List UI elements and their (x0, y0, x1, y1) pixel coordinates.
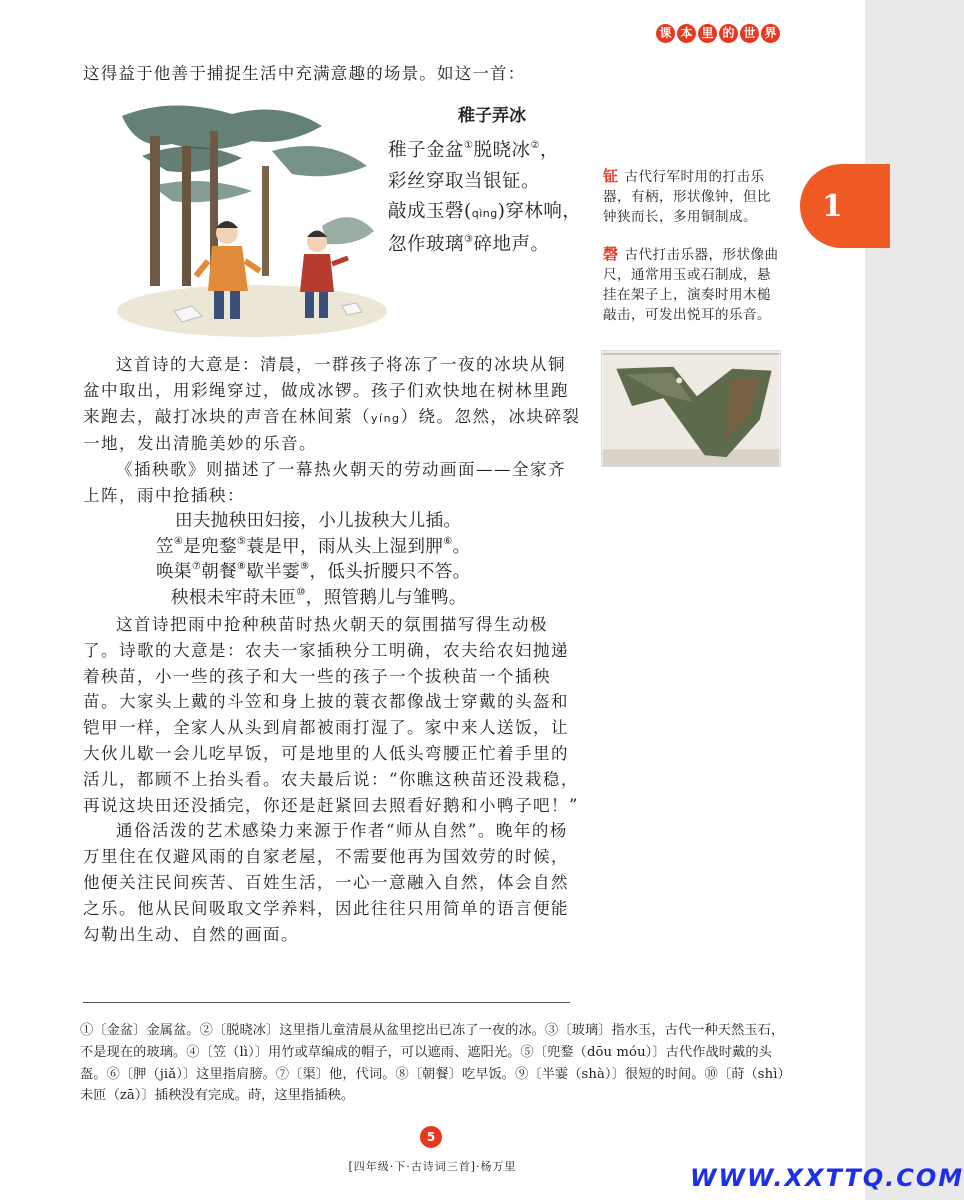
poem-line: 笠④是兜鍪⑤蓑是甲，雨从头上湿到胛⑥。 (156, 535, 471, 557)
running-footer: [四年级·下·古诗词三首]·杨万里 (348, 1160, 517, 1173)
footnotes: ①〔金盆〕金属盆。②〔脱晓冰〕这里指儿童清晨从盆里挖出已冻了一夜的冰。③〔玻璃〕指水玉，古代一种天然玉石，不是现在的玻璃。④〔笠（lì）〕用竹或草编成的帽子，可以遮雨、遮阳光。⑤〔兜鍪（dōu móu）〕古代作战时戴的头盔。⑥〔胛（jiǎ）〕这里指肩膀。⑦〔渠〕他，代词。⑧〔朝餐〕吃早饭。⑨〔半霎（shà）〕很短的时间。⑩〔莳（shì）未匝（zā）〕插秧没有完成。莳，这里指插秧。 (80, 1023, 785, 1104)
site-watermark: WWW.XXTTQ.COM (690, 1164, 964, 1192)
header-char: 本 (677, 24, 696, 43)
poem-line: 唤渠⑦朝餐⑧歇半霎⑨，低头折腰只不答。 (156, 561, 471, 583)
section-header-badge (656, 24, 780, 43)
poem-line: 稚子金盆①脱晓冰②， (388, 140, 559, 161)
poem-line: 彩丝穿取当银钲。 (388, 170, 541, 192)
side-note-term: 磬 (603, 245, 619, 263)
page-number: 5 (420, 1126, 442, 1148)
header-char: 里 (698, 24, 717, 43)
poem-zhizi-nongbing (388, 101, 588, 260)
header-char: 界 (761, 24, 780, 43)
chapter-tab: 1 (800, 164, 890, 248)
footnote-divider (83, 1002, 570, 1003)
header-char: 世 (740, 24, 759, 43)
intro-line: 这得益于他善于捕捉生活中充满意趣的场景。如这一首： (83, 64, 526, 83)
poem-title: 稚子弄冰 (458, 106, 526, 126)
stone-chime-photo (601, 350, 781, 467)
side-note-zheng (603, 166, 783, 227)
paragraph: 这首诗把雨中抢种秧苗时热火朝天的氛围描写得生动极了。诗歌的大意是：农夫一家插秧分工明确，农夫给农妇抛递着秧苗，小一些的孩子和大一些的孩子一个拔秧苗一个插秧苗。大家头上戴的斗笠和身上披的蓑衣都像战士穿戴的头盔和铠甲一样，全家人从头到肩都被雨打湿了。家中来人送饭，让大伙儿歇一会儿吃早饭，可是地里的人低头弯腰正忙着手里的活儿，都顾不上抬头看。农夫最后说：“你瞧这秧苗还没栽稳，再说这块田还没插完，你还是赶紧回去照看好鹅和小鸭子吧！” (83, 614, 579, 815)
side-note-text: 古代打击乐器，形状像曲尺，通常用玉或石制成，悬挂在架子上，演奏时用木槌敲击，可发出悦耳的乐音。 (603, 247, 779, 323)
side-note-text: 古代行军时用的打击乐器，有柄，形状像钟，但比钟狭而长，多用铜制成。 (603, 169, 771, 225)
poem-line: 田夫抛秧田妇接，小儿拔秧大儿插。 (175, 510, 462, 531)
paragraph: 通俗活泼的艺术感染力来源于作者“师从自然”。晚年的杨万里住在仅避风雨的自家老屋，不需要他再为国效劳的时候，他便关注民间疾苦、百姓生活，一心一意融入自然，体会自然之乐。他从民间吸取文学养料，因此往往只用简单的语言便能勾勒出生动、自然的画面。 (83, 821, 569, 944)
paragraph: 《插秧歌》则描述了一幕热火朝天的劳动画面——全家齐上阵，雨中抢插秧： (83, 460, 566, 505)
paragraph: 这首诗的大意是：清晨，一群孩子将冻了一夜的冰块从铜盆中取出，用彩绳穿过，做成冰锣。孩子们欢快地在树林里跑来跑去，敲打冰块的声音在林间萦（yíng）绕。忽然，冰块碎裂一地，发出清脆美妙的乐音。 (83, 355, 581, 454)
poem-line: 忽作玻璃③碎地声。 (388, 233, 550, 255)
side-note-term: 钲 (603, 167, 619, 185)
children-playing-ice-illustration (112, 96, 382, 341)
side-note-qing (603, 244, 783, 325)
header-char: 课 (656, 24, 675, 43)
header-char: 的 (719, 24, 738, 43)
poem-line: 秧根未牢莳未匝⑩，照管鹅儿与雏鸭。 (171, 587, 467, 609)
poem-chayangge (83, 509, 583, 612)
main-text (83, 352, 583, 947)
poem-line: 敲成玉磬(qìng)穿林响， (388, 201, 582, 222)
